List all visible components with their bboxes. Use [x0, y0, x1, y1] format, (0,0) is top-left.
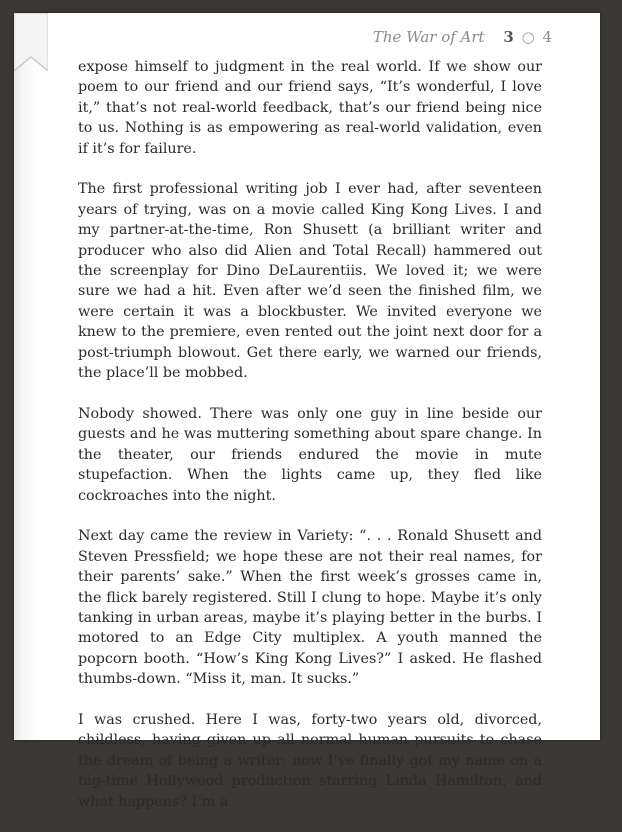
book-title: The War of Art — [372, 28, 485, 46]
bookmark-ribbon-icon[interactable] — [14, 13, 48, 73]
paragraph: Next day came the review in Variety: “. . . Ronald Shusett and Steven Pressfield; we hope these are not their real names, for their parents’ sake.” When the first week’s grosses came in, the flick barely registered. Still I clung to hope. Maybe it’s only tanking in urban areas, maybe it’s playing better in the burbs. I motored to an Edge City multiplex. A youth manned the popcorn booth. “How’s King Kong Lives?” I asked. He flashed thumbs-down. “Miss it, man. It sucks.” — [78, 528, 542, 688]
paragraph: Nobody showed. There was only one guy in line beside our guests and he was muttering something about spare change. In the theater, our friends endured the movie in mute stupefaction. When the lights came up, they fled like cockroaches into the night. — [78, 405, 542, 504]
paragraph: I was crushed. Here I was, forty-two years old, divorced, childless, having given up all normal human pursuits to chase the dream of being a writer; now I’ve finally got my name on a big-time Hollywood production starring Linda Hamilton, and what happens? I’m a — [78, 711, 542, 810]
page-separator-icon: ○ — [521, 28, 535, 46]
paragraph: The first professional writing job I ever had, after seventeen years of trying, was on a movie called King Kong Lives. I and my partner-at-the-time, Ron Shusett (a brilliant writer and producer who also did Alien and Total Recall) hammered out the screenplay for Dino DeLaurentiis. We loved it; we were sure we had a hit. Even after we’d seen the finished film, we were certain it was a blockbuster. We invited everyone we knew to the premiere, even rented out the joint next door for a post-triumph blowout. Get there early, we warned our friends, the place’ll be mobbed. — [78, 181, 542, 382]
page-header — [373, 28, 552, 46]
page-body-text — [78, 57, 542, 832]
paragraph: expose himself to judgment in the real world. If we show our poem to our friend and our friend says, “It’s wonderful, I love it,” that’s not real-world feedback, that’s our friend being nice to us. Nothing is as empowering as real-world validation, even if it’s for failure. — [78, 59, 542, 157]
current-page-number: 3 — [503, 28, 514, 46]
total-page-number: 4 — [542, 28, 552, 46]
